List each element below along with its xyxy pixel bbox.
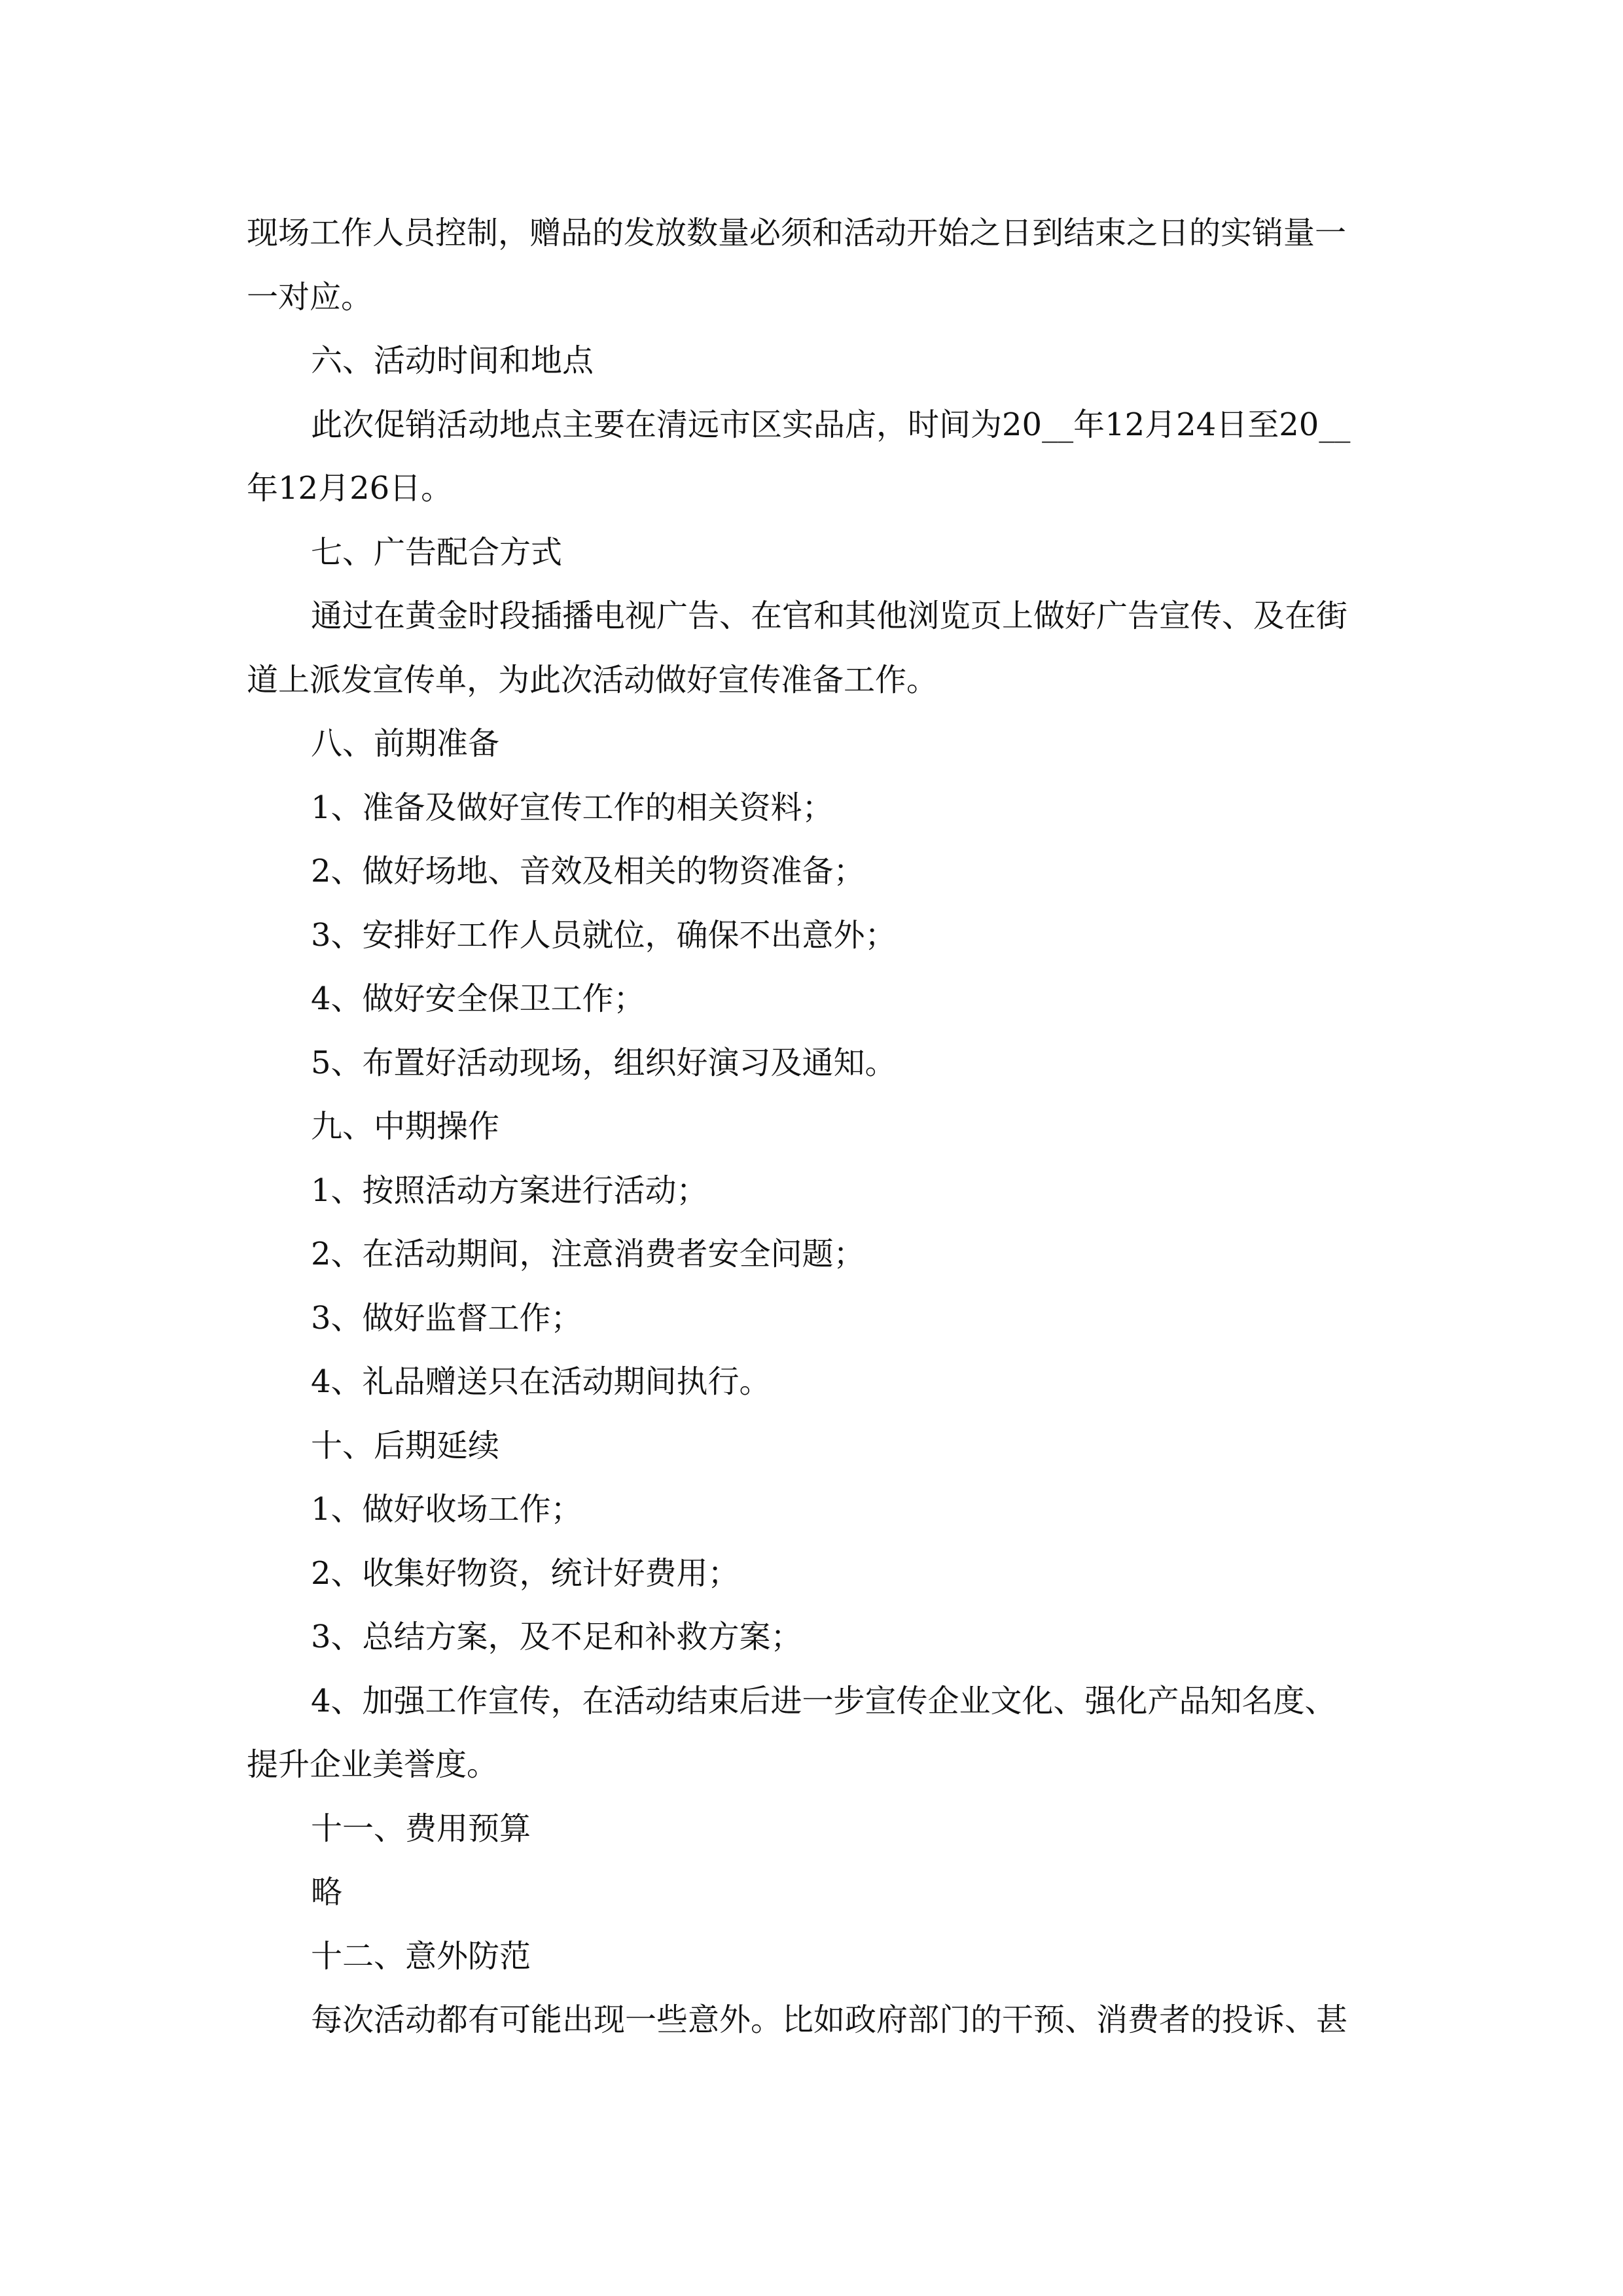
document-body	[247, 202, 1379, 2053]
list-item: 2、做好场地、音效及相关的物资准备；	[311, 853, 865, 889]
list-item: 3、做好监督工作；	[311, 1299, 582, 1336]
section-heading: 七、广告配合方式	[311, 533, 563, 571]
list-item: 5、布置好活动现场，组织好演习及通知。	[311, 1044, 897, 1081]
paragraph-line: 略	[311, 1874, 343, 1910]
paragraph-line: 年12月26日。	[247, 470, 453, 507]
paragraph-line: 每次活动都有可能出现一些意外。比如政府部门的干预、消费者的投诉、甚	[311, 2001, 1348, 2038]
list-item: 1、按照活动方案进行活动；	[311, 1172, 708, 1209]
list-item: 1、准备及做好宣传工作的相关资料；	[311, 789, 834, 826]
paragraph-line: 此次促销活动地点主要在清远市区实品店，时间为20__年12月24日至20__	[311, 406, 1351, 443]
list-item: 4、做好安全保卫工作；	[311, 980, 645, 1017]
section-heading: 八、前期准备	[311, 725, 500, 762]
section-heading: 六、活动时间和地点	[311, 342, 594, 379]
paragraph-line: 道上派发宣传单，为此次活动做好宣传准备工作。	[247, 661, 938, 698]
list-item: 4、礼品赠送只在活动期间执行。	[311, 1363, 771, 1400]
list-item: 4、加强工作宣传，在活动结束后进一步宣传企业文化、强化产品知名度、	[311, 1682, 1336, 1719]
paragraph-line: 提升企业美誉度。	[247, 1746, 499, 1783]
list-item: 2、收集好物资，统计好费用；	[311, 1554, 740, 1592]
section-heading: 十一、费用预算	[311, 1810, 531, 1847]
list-item: 2、在活动期间，注意消费者安全问题；	[311, 1236, 865, 1272]
list-item: 1、做好收场工作；	[311, 1491, 582, 1528]
paragraph-line: 一对应。	[247, 278, 373, 315]
list-item: 3、安排好工作人员就位，确保不出意外；	[311, 916, 897, 954]
paragraph-line: 通过在黄金时段插播电视广告、在官和其他浏览页上做好广告宣传、及在街	[311, 598, 1348, 634]
list-item: 3、总结方案，及不足和补救方案；	[311, 1619, 802, 1655]
section-heading: 十、后期延续	[311, 1427, 500, 1464]
paragraph-line: 现场工作人员控制，赠品的发放数量必须和活动开始之日到结束之日的实销量一	[247, 215, 1347, 251]
section-heading: 九、中期操作	[311, 1108, 500, 1145]
section-heading: 十二、意外防范	[311, 1937, 531, 1975]
